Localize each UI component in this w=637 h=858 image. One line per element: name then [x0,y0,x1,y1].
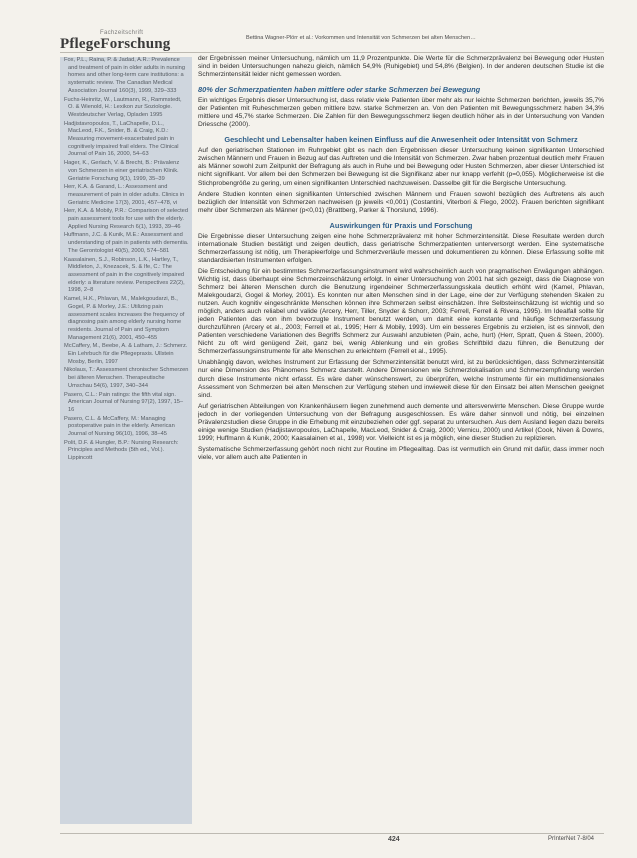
logo-subtitle: Fachzeitschrift [100,30,144,36]
reference-entry: Hadjistavropoulos, T., LaChapelle, D.L., MacLeod, F.K., Snider, B. & Craig, K.D.: Measuring movement-exacerbated pain in cognitively impaired frail elders. The Clinical Journal of Pain 16, 2000, 54–63 [64,120,179,158]
journal-issue: PrInterNet 7-8/04 [548,836,595,842]
reference-entry: Hager, K., Gerlach, V. & Brecht, B.: Prävalenz von Schmerzen in einer geriatrischen Klinik. Geriatrie Forschung 9(1), 1999, 35–39 [64,160,180,182]
journal-logo [60,30,200,60]
body-paragraph: Systematische Schmerzerfassung gehört noch nicht zur Routine im Pflegealltag. Das ist vermutlich ein Grund mit dafür, dass immer noch viele, vor allem auch alte Patienten in [198,445,604,461]
body-paragraph: Die Entscheidung für ein bestimmtes Schmerzerfassungsinstrument wird wahrscheinlich auch von pragmatischen Erwägungen abhängen. Wichtig ist, dass überhaupt eine Schmerzeinschätzung erfolgt. In einer Untersuchung von 2001 hat sich gezeigt, dass die Diagnose von Schmerz bei älteren Menschen durch die Benutzung irgendeiner Schmerzerfassungsskala deutlich erhöht wird (Kamel, Phlavan, Malekgoudarzi, Gogel & Morley, 2001). Es konnten nur alten Menschen sind in der Lage, eine der zur Verfügung stehenden Skalen zu nutzen. Auch kognitiv eingeschränkte Menschen können ihre Schmerzen selbst einschätzen. Ihre Selbsteinschätzung ist wichtig und so möglich, anders auch reliabel und valide (Arcery, Herr, Tiller, Snyder & Schorr, 2003; Ferrell, Ferrell & Rivera, 1995). Im Idealfall sollte für jeden Patienten das von ihm bevorzugte Instrument benutzt werden, um damit eine konstante und häufige Schmerzerfassung durchzuführen (Arcery et al., 2003; Ferrell et al., 1995; Herr & Mobily, 1993). Um ein besseres Ergebnis zu erzielen, ist es sinnvoll, den Patienten verschiedene Variationen des Begriffs Schmerz zur Auswahl anzubieten (Pain, ache, hurt) (Herr, Spratt, Quen & Steen, 2000). Nicht zu oft wird genügend Zeit, ganz bei, wenig Ablenkung und ein großes Schriftbild dazu führen, die Benutzung der Schmerzerfassungsinstrumente für alte Menschen zu erleichtern (Ferrell et al., 1995). [198,267,604,356]
body-paragraph: Auf geriatrischen Abteilungen von Krankenhäusern liegen zunehmend auch demente und altersverwirrte Menschen. Diese Gruppe wurde jedoch in der vorliegenden Untersuchung von der Befragung ausgeschlossen. Es wäre daher sinnvoll und nötig, bei einzelnen Prävalenzstudien diese Gruppe in die Erhebung mit einzubeziehen oder ggf. separat zu untersuchen. Aus dem Ausland liegen dazu bereits einige wenige Studien (Hadjistavropoulos, LaChapelle, MacLeod, Snider & Craig, 2000; Vernicu, 2000) und Artikel (Cook, Niven & Downs, 1999; Huffmann & Kunik, 2000; Kaasalainen et al., 1998) vor. Vielleicht ist es ja möglich, eine dieser Studien zu replizieren. [198,402,604,442]
running-head: Bettina Wagner-Plörr et al.: Vorkommen und Intensität von Schmerzen bei alten Menschen… [246,35,476,41]
body-paragraph: Auf den geriatrischen Stationen im Ruhrgebiet gibt es nach den Ergebnissen dieser Untersuchung keinen signifikanten Unterschied zwischen Männern und Frauen in Bezug auf das Auftreten und die Intensität von Schmerzen. Zwar haben prozentual deutlich mehr Frauen als Männer sowohl zum Zeitpunkt der Befragung als auch in Ruhe und bei Bewegung oder Husten Schmerzen, aber dieser Unterschied ist nicht signifikant. Vor allem bei den Schmerzen bei Bewegung ist die Signifikanz aber nur knapp verfehlt (p=0,055). Möglicherweise ist die Stichprobengröße zu gering, um einen signifikanten Unterschied nachzuweisen. Dasselbe gilt für die Bergische Untersuchung. [198,147,604,187]
reference-entry: Kamel, H.K., Phlavan, M., Malekgoudarzi, B., Gogel, P. & Morley, J.E.: Utilizing pain assessment scales increases the frequency of diagnosing pain among elderly nursing home residents. Journal of Pain and Symptom Management 21(6), 2001, 450–455 [64,296,185,341]
reference-entry: Huffmann, J.C. & Kunik, M.E.: Assessment and understanding of pain in patients with dementia. The Gerontologist 40(5), 2000, 574–581 [64,232,189,254]
body-paragraph: Ein wichtiges Ergebnis dieser Untersuchung ist, dass relativ viele Patienten über mehr als nur leichte Schmerzen berichten, jeweils 35,7% der Patienten mit Ruheschmerzen geben mittlere bzw. starke Schmerzen an. Von den Patienten mit Bewegungsschmerz haben 34,3% mittlere und 45,7% starke Schmerzen. Die Zahlen für den Bewegungsschmerz liegen deutlich höher als in der Untersuchung von Vanden Driessche (2000). [198,97,604,129]
footer-divider [60,833,604,834]
body-paragraph: Andere Studien konnten einen signifikanten Unterschied zwischen Männern und Frauen sowohl bezüglich des Auftretens als auch bezüglich der Intensität von Schmerzen nachweisen (p jeweils <0,001) (Costantini, Viterbori & Flego, 2002). Frauen berichten signifikant mehr über Schmerzen als Männer (p<0,01) (Brattberg, Parker & Thorslund, 1996). [198,190,604,214]
section-list [198,55,604,462]
page-number: 424 [388,836,400,843]
reference-entry: Pasero, C.L. & McCaffery, M.: Managing postoperative pain in the elderly. American Journal of Nursing 96(10), 1996, 38–45 [64,415,175,438]
reference-sidebar [60,57,192,824]
reference-entry: Fox, P.L., Raina, P. & Jadad, A.R.: Prevalence and treatment of pain in older adults in nursing homes and other long-term care institutions: a systematic review. The Canadian Medical Association Journal 160(3), 1999, 329–333 [64,57,185,94]
reference-entry: Fuchs-Heinritz, W., Lautmann, R., Rammstedt, O. & Wienold, H.: Lexikon zur Soziologie. Westdeutscher Verlag, Opladen 1995 [64,96,182,118]
section-heading: 80% der Schmerzpatienten haben mittlere oder starke Schmerzen bei Bewegung [198,85,481,95]
logo-title: PflegeForschung [60,36,171,52]
reference-entry: Kaasalainen, S.J., Robinson, L.K., Hartley, T., Middleton, J., Knezacek, S. & Ife, C.: The assessment of pain in the cognitively impaired elderly: a literature review. Perspectives 22(2), 1998, 2–8 [64,256,185,294]
reference-entry: Pasero, C.L.: Pain ratings: the fifth vital sign. American Journal of Nursing 97(2), 1997, 15–16 [64,391,184,413]
body-paragraph: Die Ergebnisse dieser Untersuchung zeigen eine hohe Schmerzprävalenz mit hoher Schmerzintensität. Diese Resultate werden durch internationale Studien bestätigt und zeigen deutlich, dass geriatrische Schmerzpatienten unterversorgt werden. Eine systematische Schmerzerfassung ist nötig, um Therapieerfolge und Schmerzverläufe messen und dokumentieren zu können. Diese Erfassung sollte mit standardisierten Instrumenten erfolgen. [198,232,604,264]
reference-entry: Polit, D.F. & Hungler, B.P.: Nursing Research: Principles and Methods (5th ed., Vol.). Lippincott [64,439,179,462]
section-heading: Geschlecht und Lebensalter haben keinen Einfluss auf die Anwesenheit oder Intensität von Schmerz [224,135,578,145]
reference-entry: Nikolaus, T.: Assessment chronischer Schmerzen bei älteren Menschen. Therapeutische Umschau 54(6), 1997, 340–344 [64,367,189,389]
section-heading: Auswirkungen für Praxis und Forschung [329,220,473,230]
header-divider [60,52,604,53]
reference-entry: Herr, K.A. & Garand, L.: Assessment and measurement of pain in older adults. Clinics in Geriatric Medicine 17(3), 2001, 457–478, vi [64,184,185,206]
reference-entry: Herr, K.A. & Mobily, P.R.: Comparison of selected pain assessment tools for use with the elderly. Applied Nursing Research 6(1), 1993, 39–46 [64,208,189,230]
body-paragraph: der Ergebnissen meiner Untersuchung, nämlich um 11,9 Prozentpunkte. Die Werte für die Schmerzprävalenz bei Bewegung oder Husten sind in beiden Untersuchungen nahezu gleich, nämlich 54,9% (Ruhigebiet) und 54,8% (Belgien). In der anderen deutschen Studie ist die Schmerzintensität leider nicht gemessen worden. [198,55,604,79]
reference-list [60,57,192,463]
article-body [198,55,604,827]
body-paragraph: Unabhängig davon, welches Instrument zur Erfassung der Schmerzintensität benutzt wird, ist zu berücksichtigen, dass Schmerzintensität nur eine Dimension des Phänomens Schmerz darstellt. Andere Dimensionen wie Schmerzlokalisation und Schmerzempfindung werden durch diese Instrumente nicht erfasst. Es wäre daher wünschenswert, zu überprüfen, welche Instrumente für ein multidimensionales Assessment von Schmerzen bei alten Menschen zur Verfügung stehen und inwieweit diese für den Einsatz bei alten Menschen geeignet sind. [198,359,604,399]
reference-entry: McCaffery, M., Beebe, A. & Latham, J.: Schmerz. Ein Lehrbuch für die Pflegepraxis. Ullstein Mosby, Berlin, 1997 [64,343,188,365]
